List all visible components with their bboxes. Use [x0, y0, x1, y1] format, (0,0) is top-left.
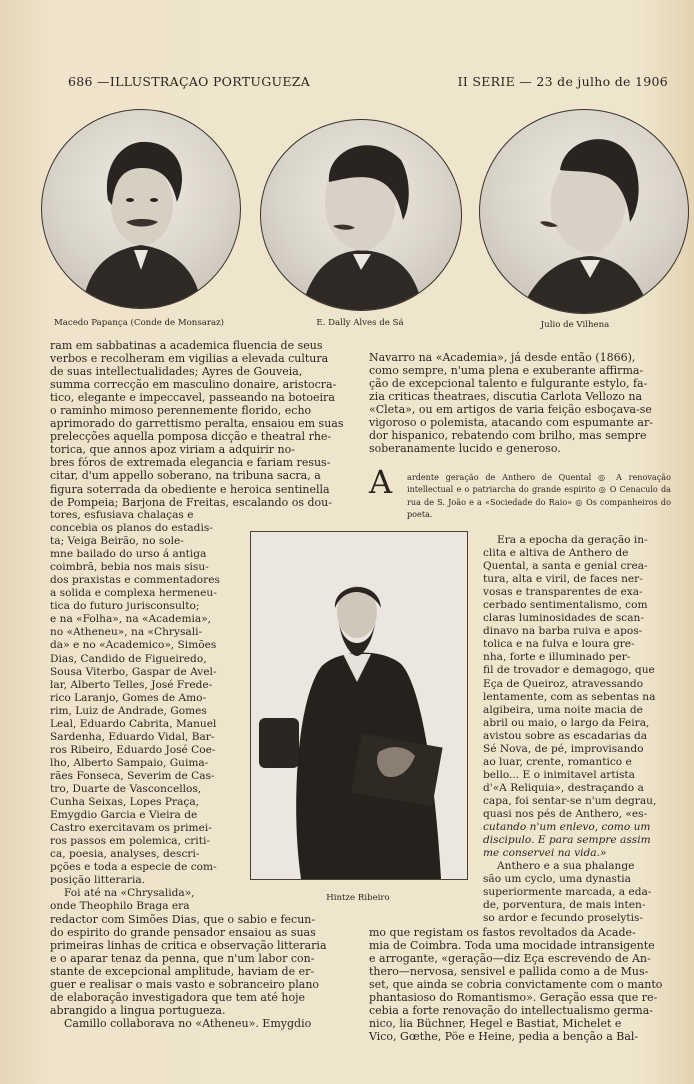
text-line: rico Laranjo, Gomes de Amo- — [50, 691, 207, 704]
right-column-narrow — [483, 534, 672, 925]
text-line: o raminho mimoso perennemente florido, echo — [50, 404, 312, 418]
text-line: algibeira, uma noite macia de — [483, 703, 643, 716]
text-line: Castro exercitavam os primei- — [50, 822, 212, 835]
header-series-date: II SERIE — 23 de julho de 1906 — [457, 74, 668, 89]
text-line: ros Ribeiro, Eduardo José Coe- — [50, 743, 216, 756]
text-line: cerbado sentimentalismo, com — [483, 599, 648, 612]
text-line: do espirito do grande pensador ensaiou as suas — [50, 926, 316, 940]
text-line: so ardor e fecundo proselytis- — [483, 912, 644, 925]
text-line: Navarro na «Academia», já desde então (1866), — [369, 351, 636, 364]
text-line: verbos e recolheram em vigilias a elevada cultura — [50, 352, 329, 366]
text-line: da» e no «Academico», Simões — [50, 639, 217, 652]
text-line: bres fóros de extremada elegancia e fariam resus- — [50, 456, 331, 470]
text-line: vigoroso o polemista, atacando com espumante ar- — [369, 416, 653, 430]
text-line: e na «Folha», na «Academia», — [50, 613, 212, 626]
text-line: cutando n'um enlevo, como um — [483, 821, 651, 834]
text-line: tica do futuro jurisconsulto; — [50, 600, 200, 613]
right-column-top — [369, 351, 672, 455]
text-line: tico, elegante e impeccavel, passeando na botoeira — [50, 391, 335, 405]
text-line: avistou sobre as escadarias da — [483, 729, 648, 742]
left-column-bottom — [50, 913, 348, 1030]
text-line: no «Atheneu», na «Chrysali- — [50, 626, 203, 639]
text-line: Foi até na «Chrysalida», — [64, 887, 195, 900]
text-line: thero—nervosa, sensivel e pallida como a de Mus- — [369, 965, 649, 979]
text-line: torica, que annos apoz viriam a adquirir no- — [50, 443, 295, 457]
text-line: lar, Alberto Telles, José Frede- — [50, 678, 213, 691]
photo-caption: Hintze Ribeiro — [326, 893, 390, 903]
text-line: soberanamente lucido e generoso. — [369, 442, 561, 456]
text-line: mne bailado do urso á antiga — [50, 548, 207, 561]
portrait-dally-alves-de-sa — [260, 119, 462, 311]
text-line: tura, alta e viril, de faces ner- — [483, 573, 643, 586]
text-line: primeiras linhas de critica e observação litteraria — [50, 939, 327, 953]
text-line: coimbrã, bebia nos mais sisu- — [50, 561, 209, 574]
text-line: aprimorado do garrettismo peralta, ensaiou em suas — [50, 417, 344, 431]
text-line: citar, d'um appello soberano, na tribuna sacra, a — [50, 469, 321, 483]
text-line: Quental, a santa e genial crea- — [483, 560, 648, 573]
right-column-bottom — [369, 926, 672, 1043]
text-line: cebia a forte renovação do intellectualismo germa- — [369, 1004, 654, 1018]
text-line: concebia os planos do estadis- — [50, 522, 213, 535]
text-line: tolica e na fulva e loura gre- — [483, 638, 635, 651]
portrait-caption-2: E. Dally Alves de Sá — [316, 318, 404, 328]
text-line: Dias, Candido de Figueiredo, — [50, 652, 207, 665]
text-line: rães Fonseca, Severim de Cas- — [50, 769, 215, 782]
text-line: discipulo. E para sempre assim — [483, 834, 651, 847]
left-column-top — [50, 339, 348, 509]
text-line: ram em sabbatinas a academica fluencia de seus — [50, 339, 323, 352]
portrait-macedo-papanca — [41, 109, 241, 309]
photo-illustration — [251, 532, 467, 879]
portrait-caption-1: Macedo Papança (Conde de Monsaraz) — [53, 318, 224, 328]
text-line: Sé Nova, de pé, improvisando — [483, 742, 644, 755]
text-line: capa, foi sentar-se n'um degrau, — [483, 794, 657, 807]
portrait-julio-de-vilhena — [479, 109, 689, 314]
text-line: ros passos em polemica, criti- — [50, 835, 210, 848]
text-line: superiormente marcada, a eda- — [483, 886, 652, 899]
text-line: e arrogante, «geração—diz Eça escrevendo de An- — [369, 952, 651, 966]
text-line: fil de trovador e demagogo, que — [483, 664, 655, 677]
text-line: summa correcção em masculino donaire, aristocra- — [50, 378, 337, 392]
text-line: como sempre, n'uma plena e exuberante affirma- — [369, 364, 644, 378]
text-line: de suas intellectualidades; Ayres de Gouveia, — [50, 365, 303, 379]
text-line: Cunha Seixas, Lopes Praça, — [50, 796, 200, 809]
text-line: Eça de Queiroz, atravessando — [483, 677, 644, 690]
text-line: redactor com Simões Dias, que o sabio e fecun- — [50, 913, 316, 926]
text-line: tro, Duarte de Vasconcellos, — [50, 782, 202, 795]
text-line: nico, lia Büchner, Hegel e Bastiat, Michelet e — [369, 1017, 622, 1031]
text-line: Vico, Gœthe, Pöe e Heine, pedia a benção a Bal- — [369, 1030, 639, 1044]
left-column-narrow — [50, 509, 238, 913]
text-line: figura soterrada da obediente e heroica sentinella — [50, 482, 330, 496]
text-line: guer e realisar o mais vasto e sobranceiro plano — [50, 978, 320, 992]
text-line: Sardenha, Eduardo Vidal, Bar- — [50, 730, 215, 743]
text-line: de Pompeia; Barjona de Freitas, escalando os dou- — [50, 495, 332, 509]
header-page-number-title: 686 —ILLUSTRAÇAO PORTUGUEZA — [68, 74, 311, 89]
text-line: ca, poesia, analyses, descri- — [50, 848, 200, 861]
summary-dropcap: A — [369, 463, 393, 501]
text-line: claras luminosidades de scan- — [483, 612, 644, 625]
portrait-illustration-3 — [480, 110, 688, 313]
page-header — [68, 74, 668, 94]
text-line: vosas e transparentes de exa- — [483, 586, 643, 599]
text-line: bello... E o inimitavel artista — [483, 768, 635, 781]
text-line: e o aparar tenaz da penna, que n'um labor con- — [50, 952, 315, 966]
text-line: dos praxistas e commentadores — [50, 574, 220, 587]
photo-hintze-ribeiro — [250, 531, 468, 880]
text-line: Camillo collaborava no «Atheneu». Emygdio — [64, 1017, 312, 1031]
section-summary: ardente geração de Anthero de Quental ◎ A renovação intellectual e o patriarcha do grande espirito ◎ O Cenaculo da rua de S. João e a «Sociedade do Raio» ◎ Os companheiros do poeta. — [407, 472, 671, 520]
text-line: pções e toda a especie de com- — [50, 861, 217, 874]
text-line: ção de excepcional talento e fulgurante estylo, fa- — [369, 377, 648, 391]
text-line: d'«A Reliquia», destraçando a — [483, 781, 644, 794]
portrait-caption-3: Julio de Vilhena — [540, 320, 610, 330]
text-line: abrangido a lingua portugueza. — [50, 1004, 226, 1018]
text-line: phantasioso do Romantismo». Geração essa que re- — [369, 991, 658, 1005]
text-line: posição litteraria. — [50, 874, 146, 887]
text-line: Leal, Eduardo Cabrita, Manuel — [50, 717, 217, 730]
text-line: a solida e complexa hermeneu- — [50, 587, 217, 600]
text-line: tores, esfusiava chalaças e — [50, 509, 194, 521]
text-line: zia criticas theatraes, discutia Carlota Vellozo na — [369, 390, 643, 404]
text-line: Era a epocha da geração in- — [497, 534, 648, 546]
text-line: Sousa Viterbo, Gaspar de Avel- — [50, 665, 217, 678]
text-line: são um cyclo, uma dynastia — [483, 873, 631, 886]
text-line: me conservei na vida.» — [483, 847, 607, 860]
text-line: clita e altiva de Anthero de — [483, 547, 629, 560]
text-line: lho, Alberto Sampaio, Guima- — [50, 756, 209, 769]
text-line: de, porventura, de mais inten- — [483, 899, 646, 912]
text-line: mo que registam os fastos revoltados da Acade- — [369, 926, 636, 939]
text-line: de elaboração investigadora que tem até hoje — [50, 991, 306, 1005]
text-line: Emygdio Garcia e Vieira de — [50, 809, 198, 822]
text-line: Anthero e a sua phalange — [497, 860, 635, 873]
text-line: mia de Coimbra. Toda uma mocidade intransigente — [369, 939, 655, 953]
text-line: onde Theophilo Braga era — [50, 900, 190, 913]
text-line: dor hispanico, rebatendo com brilho, mas sempre — [369, 429, 647, 443]
text-line: nha, forte e illuminado per- — [483, 651, 631, 664]
text-line: set, que ainda se cobria convictamente com o manto — [369, 978, 663, 992]
portrait-illustration-1 — [42, 110, 240, 308]
portrait-illustration-2 — [261, 120, 461, 310]
text-line: dinavo na barba ruiva e apos- — [483, 625, 643, 638]
text-line: ao luar, crente, romantico e — [483, 755, 632, 768]
text-line: lentamente, com as sebentas na — [483, 690, 656, 703]
text-line: quasi nos pés de Anthero, «es- — [483, 807, 648, 820]
text-line: abril ou maio, o largo da Feira, — [483, 716, 650, 729]
text-line: prelecções aquella pomposa dicção e theatral rhe- — [50, 430, 332, 444]
text-line: rim, Luiz de Andrade, Gomes — [50, 704, 207, 717]
text-line: stante de excepcional amplitude, haviam de er- — [50, 965, 315, 979]
text-line: ta; Veiga Beirão, no sole- — [50, 535, 184, 548]
text-line: «Cleta», ou em artigos de varia feição esboçava-se — [369, 403, 652, 417]
